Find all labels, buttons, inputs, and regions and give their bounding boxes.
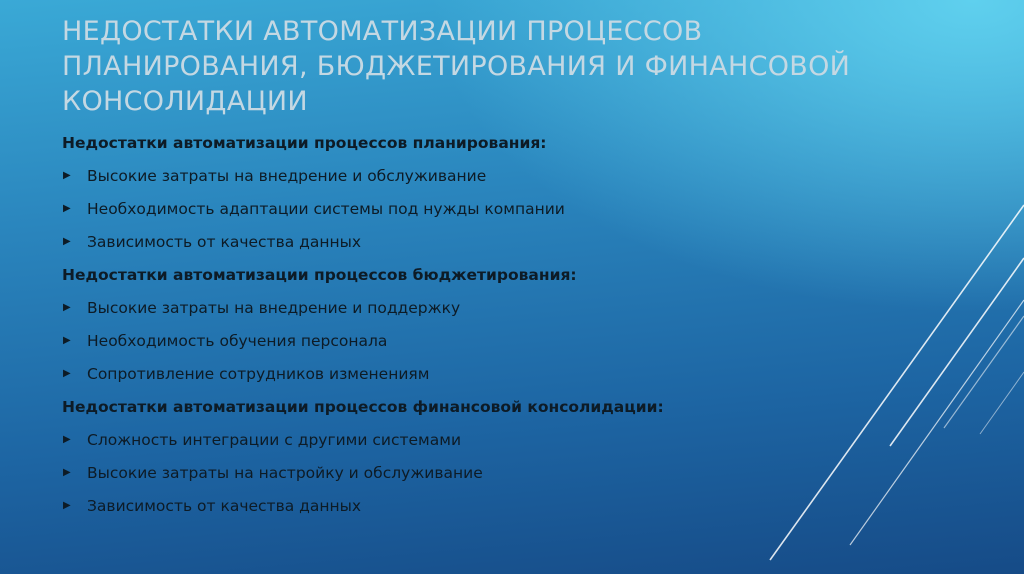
- bullet-list-consolidation: [62, 429, 862, 517]
- section-heading-consolidation: Недостатки автоматизации процессов финансовой консолидации:: [62, 398, 664, 416]
- bullet-list-budgeting: [62, 297, 862, 385]
- list-item-text: Необходимость обучения персонала: [87, 332, 388, 350]
- triangle-right-icon: ▶: [63, 236, 71, 247]
- list-item: [62, 363, 862, 385]
- list-item-text: Зависимость от качества данных: [87, 233, 362, 251]
- list-item-text: Сложность интеграции с другими системами: [87, 431, 462, 449]
- triangle-right-icon: ▶: [63, 170, 71, 181]
- triangle-right-icon: ▶: [63, 335, 71, 346]
- list-item-text: Высокие затраты на внедрение и обслуживание: [87, 167, 487, 185]
- list-item-text: Зависимость от качества данных: [87, 497, 362, 515]
- decor-line-2: [890, 258, 1024, 446]
- section-heading-budgeting: Недостатки автоматизации процессов бюджетирования:: [62, 266, 577, 284]
- list-item: [62, 462, 862, 484]
- triangle-right-icon: ▶: [63, 302, 71, 313]
- slide-title: НЕДОСТАТКИ АВТОМАТИЗАЦИИ ПРОЦЕССОВ ПЛАНИРОВАНИЯ, БЮДЖЕТИРОВАНИЯ И ФИНАНСОВОЙ КОНСОЛИДАЦИИ: [62, 16, 851, 117]
- list-item: [62, 198, 862, 220]
- list-item: [62, 165, 862, 187]
- decor-line-4: [944, 316, 1024, 428]
- section-heading-planning: Недостатки автоматизации процессов планирования:: [62, 134, 547, 152]
- list-item: [62, 330, 862, 352]
- list-item-text: Необходимость адаптации системы под нужды компании: [87, 200, 565, 218]
- decor-line-5: [980, 372, 1024, 434]
- triangle-right-icon: ▶: [63, 203, 71, 214]
- list-item: [62, 231, 862, 253]
- slide-content: [62, 132, 862, 528]
- list-item-text: Высокие затраты на настройку и обслуживание: [87, 464, 483, 482]
- bullet-list-planning: [62, 165, 862, 253]
- triangle-right-icon: ▶: [63, 434, 71, 445]
- list-item: [62, 495, 862, 517]
- triangle-right-icon: ▶: [63, 500, 71, 511]
- list-item-text: Сопротивление сотрудников изменениям: [87, 365, 430, 383]
- triangle-right-icon: ▶: [63, 368, 71, 379]
- list-item: [62, 297, 862, 319]
- list-item-text: Высокие затраты на внедрение и поддержку: [87, 299, 461, 317]
- triangle-right-icon: ▶: [63, 467, 71, 478]
- list-item: [62, 429, 862, 451]
- decor-line-3: [850, 300, 1024, 545]
